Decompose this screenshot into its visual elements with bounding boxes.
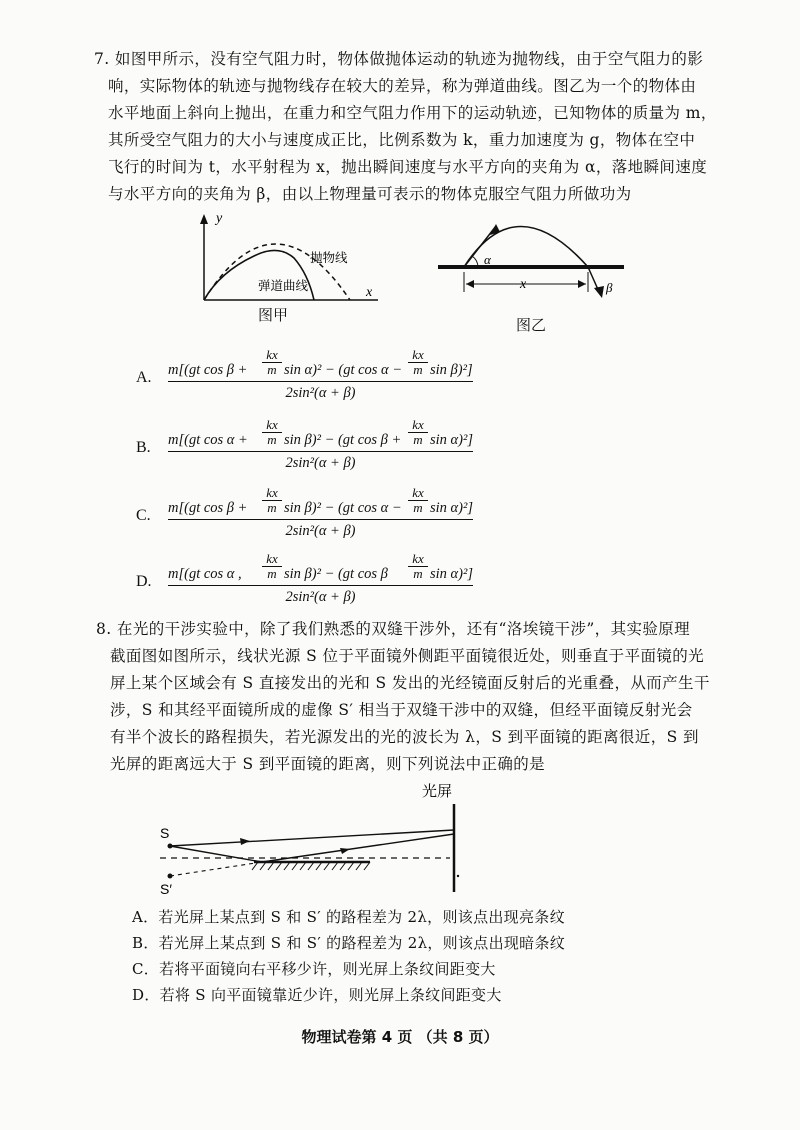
kx-over-m: [408, 418, 428, 447]
m: m: [267, 362, 277, 377]
kx-over-m: [262, 348, 282, 377]
direct-ray: [170, 830, 454, 846]
q8-line-3: 屏上某个区域会有 S 直接发出的光和 S 发出的光经镜面反射后的光重叠，从而产生干: [110, 674, 710, 692]
denominator: 2sin²(α + β): [285, 523, 356, 539]
option-fraction: [168, 418, 473, 480]
q7-stem: [94, 46, 717, 208]
numerator-part-3: sin α)²]: [430, 500, 473, 516]
lloyd-mirror-figure: [150, 780, 490, 900]
fraction-bar: [168, 451, 473, 452]
kx-over-m: [262, 552, 282, 581]
q8-stem: [96, 616, 710, 778]
q8-choice-b[interactable]: B．若光屏上某点到 S 和 S′ 的路程差为 2λ，则该点出现暗条纹: [132, 934, 566, 952]
q7-line-5: 飞行的时间为 t，水平射程为 x，抛出瞬间速度与水平方向的夹角为 α，落地瞬间速度: [108, 158, 708, 176]
numerator-part-3: sin β)²]: [430, 362, 473, 378]
fraction-bar: [168, 519, 473, 520]
q8-choice-a[interactable]: A．若光屏上某点到 S 和 S′ 的路程差为 2λ，则该点出现亮条纹: [132, 908, 565, 926]
numerator-part-2: sin α)² − (gt cos α −: [284, 362, 403, 378]
numerator-part-1: m[(gt cos α ,: [168, 566, 242, 582]
q8-line-6: 光屏的距离远大于 S 到平面镜的距离，则下列说法中正确的是: [110, 755, 546, 773]
landing-arrow-icon: [594, 286, 604, 298]
kx: kx: [262, 348, 282, 363]
numerator-part-3: sin α)²]: [430, 432, 473, 448]
launch-arrow-icon: [490, 224, 500, 235]
q7-option-a[interactable]: [136, 348, 476, 410]
q7-number: 7.: [94, 50, 110, 68]
q8-line-4: 涉，S 和其经平面镜所成的虚像 S′ 相当于双缝干涉中的双缝，但经平面镜反射光会: [110, 701, 693, 719]
kx-over-m: [262, 486, 282, 515]
m: m: [413, 500, 423, 515]
m: m: [267, 500, 277, 515]
numerator-part-2: sin β)² − (gt cos β: [284, 566, 388, 582]
trajectory-curve: [464, 227, 588, 268]
denominator: 2sin²(α + β): [285, 385, 356, 401]
figure-jia-caption: 图甲: [258, 306, 289, 324]
kx: kx: [262, 486, 282, 501]
q7-line-2: 响，实际物体的轨迹与抛物线存在较大的差异，称为弹道曲线。图乙为一个的物体由: [108, 77, 697, 95]
alpha-label: α: [484, 252, 491, 267]
kx-over-m: [408, 552, 428, 581]
numerator-part-3: sin α)²]: [430, 566, 473, 582]
m: m: [413, 362, 423, 377]
figure-yi-caption: 图乙: [516, 316, 547, 334]
range-arrow-left-icon: [466, 280, 474, 288]
option-letter: C.: [136, 507, 151, 524]
fraction-bar: [168, 585, 473, 586]
kx: kx: [408, 552, 428, 567]
kx: kx: [262, 552, 282, 567]
image-label: S′: [160, 881, 172, 897]
kx: kx: [408, 348, 428, 363]
option-letter: B.: [136, 439, 151, 456]
figure-jia: [190, 212, 390, 312]
screen-label: 光屏: [422, 782, 453, 800]
kx: kx: [408, 486, 428, 501]
numerator-part-1: m[(gt cos β +: [168, 500, 248, 516]
q8-line-1: 在光的干涉实验中，除了我们熟悉的双缝干涉外，还有“洛埃镜干涉”，其实验原理: [116, 620, 691, 638]
figure-yi: [434, 212, 634, 312]
y-axis-arrow-icon: [200, 214, 208, 224]
q8-choice-d[interactable]: D．若将 S 向平面镜靠近少许，则光屏上条纹间距变大: [132, 986, 502, 1004]
source-label: S: [160, 825, 170, 841]
fraction-bar: [168, 381, 473, 382]
denominator: 2sin²(α + β): [285, 589, 356, 605]
launch-velocity-vector: [464, 226, 496, 267]
kx-over-m: [408, 348, 428, 377]
m: m: [267, 566, 277, 581]
q7-line-6: 与水平方向的夹角为 β，由以上物理量可表示的物体克服空气阻力所做功为: [108, 185, 632, 203]
incident-ray: [170, 846, 262, 862]
q7-option-d[interactable]: [136, 552, 476, 614]
beta-label: β: [606, 280, 613, 295]
kx-over-m: [408, 486, 428, 515]
range-label: x: [520, 277, 527, 292]
virtual-ray: [170, 862, 262, 876]
y-axis-label: y: [216, 211, 223, 226]
screen-mark: [457, 875, 459, 877]
page-footer: 物理试卷第 4 页 （共 8 页）: [301, 1028, 499, 1046]
q7-line-1: 如图甲所示，没有空气阻力时，物体做抛体运动的轨迹为抛物线，由于空气阻力的影: [114, 50, 704, 68]
option-fraction: [168, 348, 473, 410]
mirror-hatching: [252, 862, 370, 870]
q7-line-3: 水平地面上斜向上抛出，在重力和空气阻力作用下的运动轨迹，已知物体的质量为 m，: [108, 104, 717, 122]
q7-option-b[interactable]: [136, 418, 476, 480]
option-fraction: [168, 552, 473, 614]
kx: kx: [408, 418, 428, 433]
option-letter: A.: [136, 369, 152, 386]
range-arrow-right-icon: [578, 280, 586, 288]
option-fraction: [168, 486, 473, 548]
numerator: [168, 418, 473, 450]
denominator: 2sin²(α + β): [285, 455, 356, 471]
numerator: [168, 348, 473, 380]
numerator: [168, 486, 473, 518]
numerator-part-2: sin β)² − (gt cos α −: [284, 500, 402, 516]
q8-line-5: 有半个波长的路程损失，若光源发出的光的波长为 λ，S 到平面镜的距离很近，S 到: [110, 728, 699, 746]
kx: kx: [262, 418, 282, 433]
m: m: [413, 432, 423, 447]
x-axis-label: x: [366, 285, 373, 300]
numerator-part-2: sin β)² − (gt cos β +: [284, 432, 402, 448]
option-letter: D.: [136, 573, 152, 590]
q8-line-2: 截面图如图所示，线状光源 S 位于平面镜外侧距平面镜很近处，则垂直于平面镜的光: [110, 647, 705, 665]
numerator: [168, 552, 473, 584]
q8-number: 8.: [96, 620, 112, 638]
ballistic-label: 弹道曲线: [258, 278, 309, 293]
m: m: [267, 432, 277, 447]
q7-line-4: 其所受空气阻力的大小与速度成正比，比例系数为 k，重力加速度为 g，物体在空中: [108, 131, 696, 149]
numerator-part-1: m[(gt cos α +: [168, 432, 248, 448]
reflected-ray-arrow-icon: [340, 848, 350, 854]
direct-ray-arrow-icon: [240, 838, 250, 845]
kx-over-m: [262, 418, 282, 447]
m: m: [413, 566, 423, 581]
parabola-label: 抛物线: [310, 250, 348, 265]
numerator-part-1: m[(gt cos β +: [168, 362, 248, 378]
q7-option-c[interactable]: [136, 486, 476, 548]
q8-choice-c[interactable]: C．若将平面镜向右平移少许，则光屏上条纹间距变大: [132, 960, 496, 978]
